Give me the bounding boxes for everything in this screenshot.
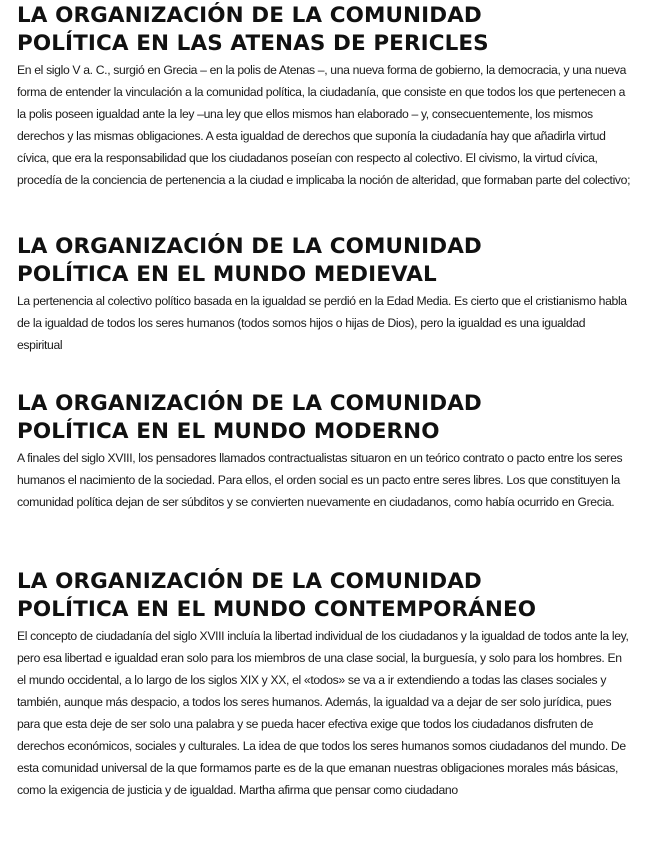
section-body: En el siglo V a. C., surgió en Grecia – en la polis de Atenas –, una nueva forma de gobierno, la democracia, y una nueva forma de entender la vinculación a la comunidad política, la ciudadanía, que consiste en que todos los que pertenecen a la polis poseen igualdad ante la ley –una ley que ellos mismos han elaborado – y, consecuentemente, los mismos derechos y las mismas obligaciones. A esta igualdad de derechos que suponía la ciudadanía hay que añadirla virtud cívica, que era la responsabilidad que los ciudadanos poseían con respecto al colectivo. El civismo, la virtud cívica, procedía de la conciencia de pertenencia a la ciudad e implicaba la noción de alteridad, que formaban parte del colectivo; bbox=[17, 63, 631, 187]
section-athens bbox=[17, 2, 631, 191]
section-modern bbox=[17, 390, 631, 513]
heading-line-2: POLÍTICA EN EL MUNDO MEDIEVAL bbox=[17, 262, 437, 287]
heading-line-1: LA ORGANIZACIÓN DE LA COMUNIDAD bbox=[17, 391, 482, 416]
heading-line-2: POLÍTICA EN EL MUNDO MODERNO bbox=[17, 419, 440, 444]
heading-line-2: POLÍTICA EN EL MUNDO CONTEMPORÁNEO bbox=[17, 597, 537, 622]
section-contemporary bbox=[17, 568, 631, 801]
section-heading bbox=[17, 390, 631, 446]
heading-line-1: LA ORGANIZACIÓN DE LA COMUNIDAD bbox=[17, 569, 482, 594]
section-heading bbox=[17, 568, 631, 624]
section-body: La pertenencia al colectivo político basada en la igualdad se perdió en la Edad Media. Es cierto que el cristianismo habla de la igualdad de todos los seres humanos (todos somos hijos o hijas de Dios), pero la igualdad es una igualdad espiritual bbox=[17, 294, 627, 352]
section-heading bbox=[17, 2, 631, 58]
section-medieval bbox=[17, 233, 631, 356]
heading-line-1: LA ORGANIZACIÓN DE LA COMUNIDAD bbox=[17, 3, 482, 28]
section-body: El concepto de ciudadanía del siglo XVIII incluía la libertad individual de los ciudadanos y la igualdad de todos ante la ley, pero esa libertad e igualdad eran solo para los miembros de una clase social, la burguesía, y solo para los hombres. En el mundo occidental, a lo largo de los siglos XIX y XX, el «todos» se va a ir extendiendo a todas las clases sociales y también, aunque más despacio, a todos los seres humanos. Además, la igualdad va a dejar de ser solo jurídica, pues para que esta deje de ser solo una palabra y se pueda hacer efectiva exige que todos los ciudadanos disfruten de derechos económicos, sociales y culturales. La idea de que todos los seres humanos somos ciudadanos del mundo. De esta comunidad universal de la que formamos parte es de la que emanan nuestras obligaciones morales más básicas, como la exigencia de justicia y de igualdad. Martha afirma que pensar como ciudadano bbox=[17, 629, 629, 797]
section-body: A finales del siglo XVIII, los pensadores llamados contractualistas situaron en un teórico contrato o pacto entre los seres humanos el nacimiento de la sociedad. Para ellos, el orden social es un pacto entre seres libres. Los que constituyen la comunidad política dejan de ser súbditos y se convierten nuevamente en ciudadanos, como había ocurrido en Grecia. bbox=[17, 451, 623, 509]
heading-line-1: LA ORGANIZACIÓN DE LA COMUNIDAD bbox=[17, 234, 482, 259]
section-heading bbox=[17, 233, 631, 289]
heading-line-2: POLÍTICA EN LAS ATENAS DE PERICLES bbox=[17, 31, 489, 56]
